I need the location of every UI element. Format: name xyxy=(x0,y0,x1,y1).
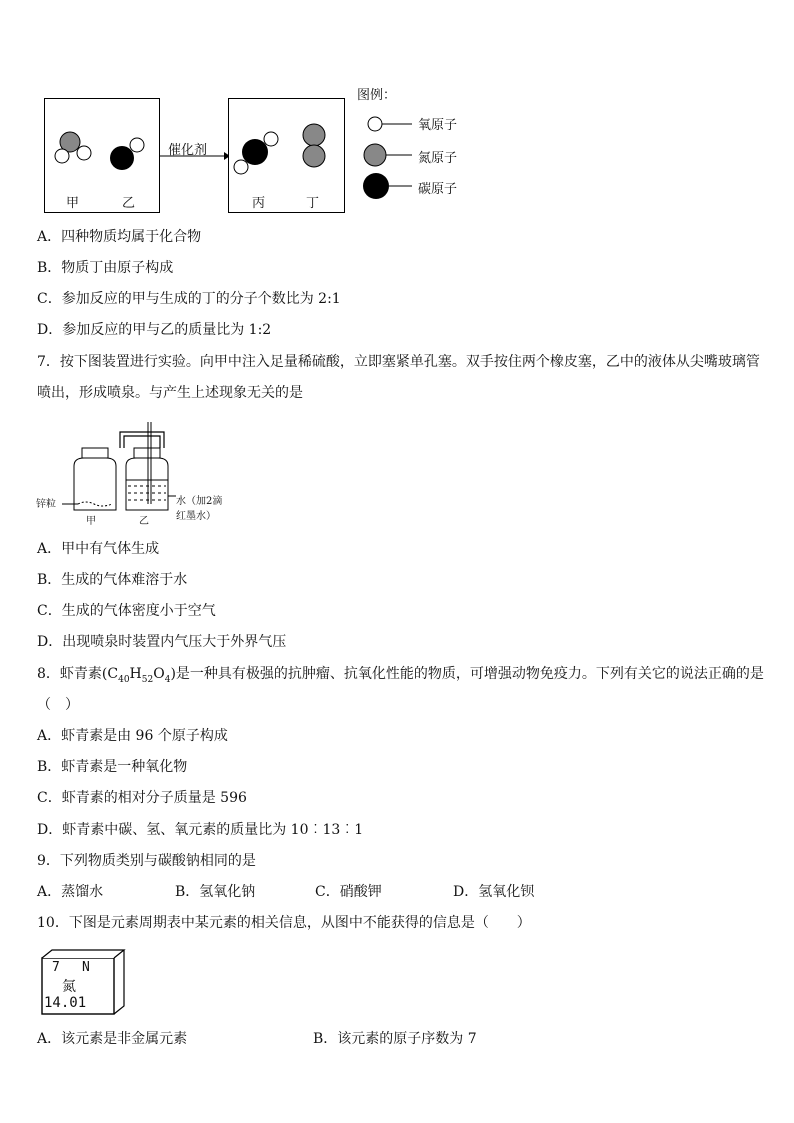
q8-option-b: B．虾青素是一种氧化物 xyxy=(37,759,188,775)
label-bing: 丙 xyxy=(252,196,266,211)
label-jia: 甲 xyxy=(66,196,80,211)
nitrogen-legend-icon xyxy=(364,144,386,166)
q7-option-d: D．出现喷泉时装置内气压大于外界气压 xyxy=(37,634,287,650)
oxygen-atom xyxy=(55,149,69,163)
oxygen-atom xyxy=(77,146,91,160)
carbon-atom xyxy=(110,146,134,170)
water-label-2: 红墨水） xyxy=(176,511,216,522)
carbon-legend-icon xyxy=(363,173,389,199)
bottle-jia-label: 甲 xyxy=(86,516,96,527)
q6-option-d: D．参加反应的甲与乙的质量比为 1:2 xyxy=(37,322,272,338)
reactant-molecules xyxy=(44,98,162,214)
q9-stem: 9．下列物质类别与碳酸钠相同的是 xyxy=(37,853,256,869)
q6-option-a: A．四种物质均属于化合物 xyxy=(37,229,202,245)
q9-option-a: A．蒸馏水 xyxy=(37,884,104,900)
product-molecules xyxy=(228,98,346,214)
q8-paren: （ ） xyxy=(37,697,79,713)
q7-option-a: A．甲中有气体生成 xyxy=(37,541,160,557)
oxygen-atom xyxy=(264,132,278,146)
q10-stem: 10．下图是元素周期表中某元素的相关信息，从图中不能获得的信息是（ ） xyxy=(37,915,531,931)
legend-symbols xyxy=(362,110,422,200)
q8-option-d: D．虾青素中碳、氢、氧元素的质量比为 10︰13︰1 xyxy=(37,822,364,838)
q9-option-b: B．氢氧化钠 xyxy=(175,884,256,900)
oxygen-atom xyxy=(130,138,144,152)
q8-option-a: A．虾青素是由 96 个原子构成 xyxy=(37,728,228,744)
q6-option-b: B．物质丁由原子构成 xyxy=(37,260,174,276)
carbon-atom xyxy=(242,139,268,165)
bottle-yi-label: 乙 xyxy=(139,516,149,527)
oxygen-legend-icon xyxy=(368,117,382,131)
legend-oxygen: 氧原子 xyxy=(418,118,458,133)
water-label-1: 水（加2滴 xyxy=(176,496,223,507)
q7-option-c: C．生成的气体密度小于空气 xyxy=(37,603,216,619)
atomic-mass: 14.01 xyxy=(44,995,87,1011)
legend-title: 图例： xyxy=(357,88,397,103)
q7-stem-2: 喷出，形成喷泉。与产生上述现象无关的是 xyxy=(37,385,303,401)
q7-stem-1: 7．按下图装置进行实验。向甲中注入足量稀硫酸，立即塞紧单孔塞。双手按住两个橡皮塞，乙中的液体从尖嘴玻璃管 xyxy=(37,354,760,370)
atomic-number: 7 xyxy=(52,960,60,975)
arrow-label: 催化剂 xyxy=(168,143,208,158)
q10-option-b: B．该元素的原子序数为 7 xyxy=(313,1031,477,1047)
legend-carbon: 碳原子 xyxy=(418,182,458,197)
q9-option-d: D．氢氧化钡 xyxy=(453,884,535,900)
q8-stem: 8．虾青素$(C_{40}H_{52}O_4)$是一种具有极强的抗肿瘤、抗氧化性能的物质，可增强动物免疫力。下列有关它的说法正确的是 xyxy=(37,666,764,685)
arrow-icon xyxy=(160,150,230,162)
q9-option-c: C．硝酸钾 xyxy=(315,884,382,900)
zinc-label: 锌粒 xyxy=(36,499,56,510)
element-name: 氮 xyxy=(62,979,76,995)
nitrogen-atom xyxy=(303,124,325,146)
nitrogen-atom xyxy=(303,145,325,167)
q7-option-b: B．生成的气体难溶于水 xyxy=(37,572,188,588)
label-yi: 乙 xyxy=(122,196,136,211)
q6-option-c: C．参加反应的甲与生成的丁的分子个数比为 2:1 xyxy=(37,291,341,307)
q10-option-a: A．该元素是非金属元素 xyxy=(37,1031,188,1047)
oxygen-atom xyxy=(234,160,248,174)
legend-nitrogen: 氮原子 xyxy=(418,151,458,166)
label-ding: 丁 xyxy=(306,196,320,211)
element-symbol: N xyxy=(82,960,90,975)
q8-option-c: C．虾青素的相对分子质量是 596 xyxy=(37,790,247,806)
